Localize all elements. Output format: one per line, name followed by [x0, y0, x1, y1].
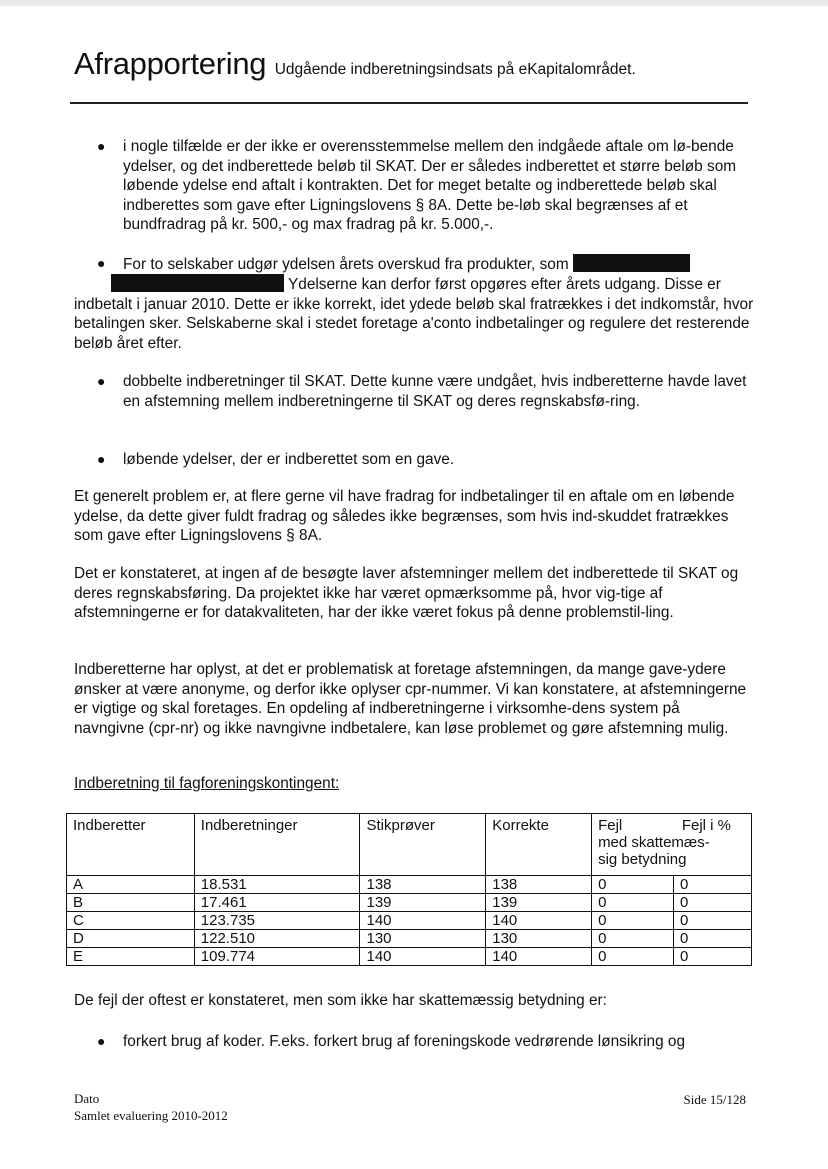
page-header — [74, 46, 636, 82]
header-divider — [70, 102, 748, 104]
footer-evaluation: Samlet evaluering 2010-2012 — [74, 1108, 228, 1123]
redaction-block — [111, 274, 284, 292]
bullet-item — [97, 450, 749, 470]
table-cell: 140 — [360, 948, 486, 966]
table-cell: 0 — [592, 894, 674, 912]
table-cell: 0 — [592, 912, 674, 930]
bullet-text: Ydelserne kan derfor først opgøres efter årets udgang. Disse er indbetalt i januar 2010. Dette er ikke korrekt, idet ydede beløb skal fratrækkes i det indkomstår, hvor betalingen sker. Selskaberne skal i stedet foretage a'conto indbetalinger og regulere det resterende beløb året efter. — [74, 276, 754, 352]
bullet-dot: ● — [97, 138, 106, 154]
table-cell: 140 — [486, 912, 592, 930]
table-cell: 0 — [674, 876, 752, 894]
bullet-text: i nogle tilfælde er der ikke er overensstemmelse mellem den indgåede aftale om lø-bende ydelser, og det indberettede beløb til SKAT. Der er således indberettet et større beløb som løbende ydelse end aftalt i kontrakten. Det for meget betalte og indberettede beløb skal indberettes som gave efter Ligningslovens § 8A. Dette be-løb skal begrænses af et bundfradrag på kr. 500,- og max fradrag på kr. 5.000,-. — [123, 138, 737, 234]
table-cell: 0 — [592, 948, 674, 966]
redaction-block — [573, 254, 690, 272]
table-cell: D — [67, 930, 195, 948]
table-cell: 0 — [674, 930, 752, 948]
table-row — [67, 948, 752, 966]
table-row — [67, 912, 752, 930]
col-header: Indberetter — [67, 814, 195, 876]
table-cell: 0 — [674, 894, 752, 912]
col-header: Stikprøver — [360, 814, 486, 876]
page-subtitle: Udgående indberetningsindsats på eKapitalområdet. — [274, 61, 636, 78]
table-cell: 123.735 — [194, 912, 360, 930]
table-cell: 130 — [486, 930, 592, 948]
table-cell: 138 — [486, 876, 592, 894]
bullet-item-redacted — [97, 254, 753, 275]
footer-date-label: Dato — [74, 1091, 100, 1106]
bullet-text: løbende ydelser, der er indberettet som en gave. — [123, 451, 455, 468]
col-header: Fejl i % — [681, 817, 731, 834]
table-row — [67, 876, 752, 894]
paragraph: De fejl der oftest er konstateret, men som ikke har skattemæssig betydning er: — [74, 992, 607, 1009]
table-cell: 130 — [360, 930, 486, 948]
bullet-item — [97, 372, 749, 411]
table-row — [67, 930, 752, 948]
col-header: Indberetninger — [194, 814, 360, 876]
table-cell: C — [67, 912, 195, 930]
bullet-continuation — [74, 274, 754, 353]
table-cell: 0 — [592, 876, 674, 894]
table-cell: 138 — [360, 876, 486, 894]
table-cell: A — [67, 876, 195, 894]
bullet-text: dobbelte indberetninger til SKAT. Dette kunne være undgået, hvis indberetterne havde lavet en afstemning mellem indberetningerne til SKAT og deres regnskabsfø-ring. — [123, 373, 747, 410]
col-header-fejl — [592, 814, 752, 876]
table-heading: Indberetning til fagforeningskontingent: — [74, 775, 340, 792]
table-cell: 0 — [674, 912, 752, 930]
table-cell: 109.774 — [194, 948, 360, 966]
bullet-dot: ● — [97, 1033, 106, 1049]
table-cell: 0 — [674, 948, 752, 966]
table-row — [67, 894, 752, 912]
bullet-dot: ● — [97, 255, 106, 271]
table-cell: 139 — [486, 894, 592, 912]
page-title: Afrapportering — [74, 46, 267, 81]
paragraph: Det er konstateret, at ingen af de besøgte laver afstemninger mellem det indberettede til SKAT og deres regnskabsføring. Da projektet ikke har været opmærksomme på, hvor vig-tige af afstemningerne er for datakvaliteten, har der ikke været fokus på denne problemstil-ling. — [74, 565, 739, 622]
paragraph: Et generelt problem er, at flere gerne vil have fradrag for indbetalinger til en aftale om en løbende ydelse, da dette giver fuldt fradrag og således ikke begrænses, som hvis ind-skuddet fratrækkes som gave efter Ligningslovens § 8A. — [74, 488, 735, 545]
data-table — [66, 813, 752, 966]
col-header: Fejl — [598, 817, 623, 834]
page-footer-left — [74, 1090, 228, 1124]
bullet-text: For to selskaber udgør ydelsen årets overskud fra produkter, som — [123, 256, 569, 273]
table-cell: 122.510 — [194, 930, 360, 948]
table-cell: 18.531 — [194, 876, 360, 894]
page-number: Side 15/128 — [683, 1092, 746, 1107]
bullet-item — [97, 137, 749, 235]
table-cell: 0 — [592, 930, 674, 948]
table-cell: 17.461 — [194, 894, 360, 912]
table-cell: B — [67, 894, 195, 912]
table-cell: 140 — [486, 948, 592, 966]
bullet-text: forkert brug af koder. F.eks. forkert brug af foreningskode vedrørende lønsikring og — [123, 1033, 686, 1050]
col-header-note: med skattemæs-sig betydning — [598, 834, 710, 868]
paragraph: Indberetterne har oplyst, at det er problematisk at foretage afstemningen, da mange gave-ydere ønsker at være anonyme, og derfor ikke oplyser cpr-nummer. Vi kan konstatere, at afstemningerne er vigtige og skal foretages. En opdeling af indberetningerne i virksomhe-dens system på navngivne (cpr-nr) og ikke navngivne indbetalere, kan løse problemet og gøre afstemning mulig. — [74, 661, 747, 737]
bullet-dot: ● — [97, 451, 106, 467]
table-cell: 140 — [360, 912, 486, 930]
table-cell: 139 — [360, 894, 486, 912]
scan-edge — [0, 0, 828, 6]
col-header: Korrekte — [486, 814, 592, 876]
bullet-item — [97, 1032, 749, 1052]
table-cell: E — [67, 948, 195, 966]
bullet-dot: ● — [97, 373, 106, 389]
table-header-row — [67, 814, 752, 876]
